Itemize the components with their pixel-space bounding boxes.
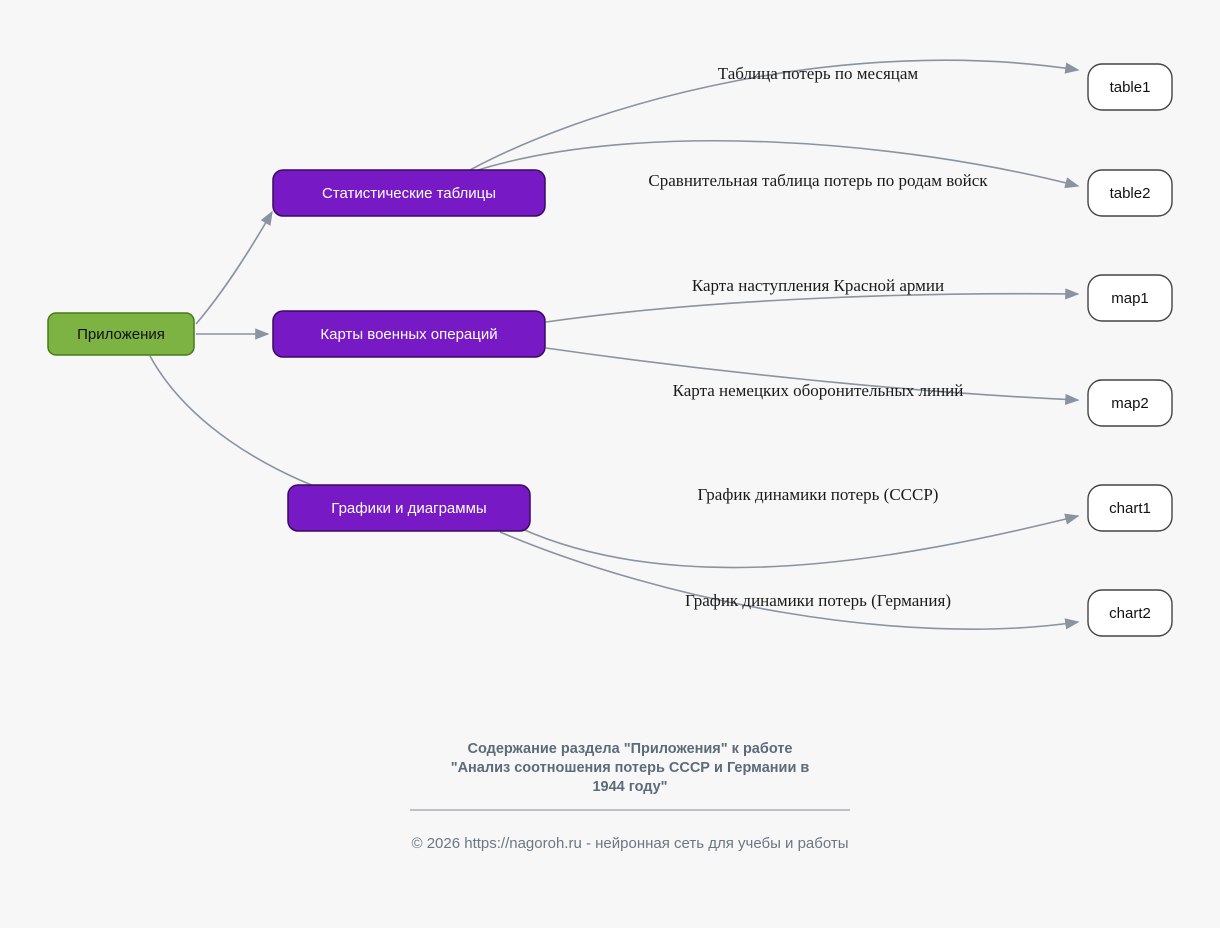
node-leaf-table1[interactable]: [1088, 64, 1172, 110]
edge-label-map2: Карта немецких оборонительных линий: [672, 380, 964, 400]
node-branch-tables[interactable]: [273, 170, 545, 216]
footer-credit: © 2026 https://nagoroh.ru - нейронная сеть для учебы и работы: [411, 835, 849, 852]
leaf-map1-label: map1: [1111, 289, 1149, 307]
caption-block: [410, 741, 850, 852]
caption-line-1: Содержание раздела "Приложения" к работе: [467, 741, 793, 757]
edge-root-to-charts: [150, 356, 352, 500]
edge-label-chart1: График динамики потерь (СССР): [697, 484, 939, 504]
branch-maps-label: Карты военных операций: [320, 325, 498, 343]
leaf-chart2-label: chart2: [1109, 604, 1151, 622]
edge-charts-to-chart2: [500, 532, 1078, 629]
branch-charts-label: Графики и диаграммы: [331, 499, 487, 517]
node-branch-maps[interactable]: [273, 311, 545, 357]
node-leaf-map1[interactable]: [1088, 275, 1172, 321]
edge-labels-layer: [648, 64, 988, 610]
leaf-chart1-label: chart1: [1109, 499, 1151, 517]
edge-label-chart2: График динамики потерь (Германия): [685, 590, 951, 610]
node-leaf-table2[interactable]: [1088, 170, 1172, 216]
edge-label-table2: Сравнительная таблица потерь по родам войск: [648, 170, 988, 190]
edge-charts-to-chart1: [520, 516, 1078, 568]
caption-line-2: "Анализ соотношения потерь СССР и Германии в: [450, 760, 810, 776]
leaf-table1-label: table1: [1109, 78, 1151, 96]
edge-label-table1: Таблица потерь по месяцам: [717, 63, 919, 83]
node-leaf-chart1[interactable]: [1088, 485, 1172, 531]
edge-maps-to-map1: [546, 294, 1078, 322]
leaf-table2-label: table2: [1109, 184, 1151, 202]
node-leaf-map2[interactable]: [1088, 380, 1172, 426]
edge-label-map1: Карта наступления Красной армии: [691, 275, 945, 295]
edge-root-to-tables: [196, 212, 272, 324]
branch-tables-label: Статистические таблицы: [321, 184, 497, 202]
node-root[interactable]: [48, 313, 194, 355]
node-leaf-chart2[interactable]: [1088, 590, 1172, 636]
caption-line-3: 1944 году": [592, 779, 668, 795]
leaf-map2-label: map2: [1111, 394, 1149, 412]
node-branch-charts[interactable]: [288, 485, 530, 531]
root-node-label: Приложения: [77, 325, 165, 343]
